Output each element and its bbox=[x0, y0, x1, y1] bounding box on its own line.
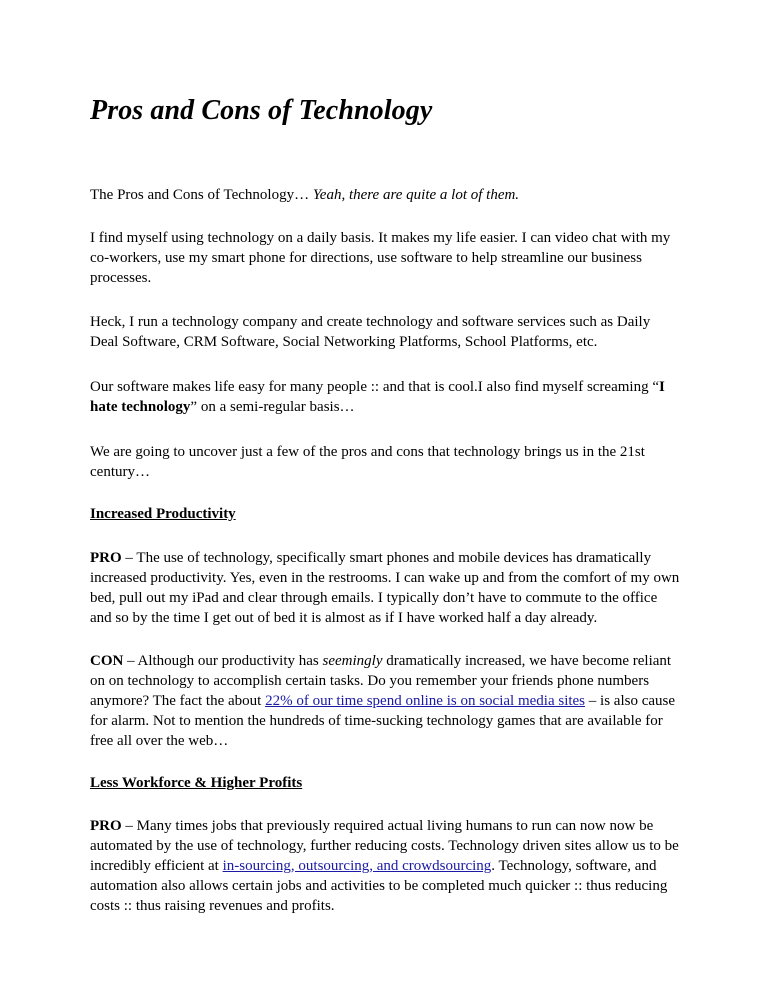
software-text: Our software makes life easy for many people :: and that is cool.I also find myself screaming “ bbox=[90, 378, 659, 395]
heading-increased-productivity: Increased Productivity bbox=[90, 505, 236, 522]
intro-italic: Yeah, there are quite a lot of them. bbox=[312, 186, 520, 203]
productivity-con-text-a: – Although our productivity has bbox=[123, 652, 323, 669]
pro-label-2: PRO bbox=[90, 817, 122, 834]
paragraph-productivity-pro bbox=[90, 548, 680, 628]
intro-paragraph bbox=[90, 185, 680, 205]
paragraph-productivity-con bbox=[90, 651, 680, 751]
workforce-pro-text-b: . Technology, software, and automation also allows certain jobs and activities to be completed much quicker :: thus reducing costs :: thus raising revenues and profits. bbox=[90, 857, 668, 914]
paragraph-workforce-pro bbox=[90, 816, 680, 916]
productivity-con-text-c: – is also cause for alarm. Not to mention the hundreds of time-sucking technology games that are available for free all over the web… bbox=[90, 692, 676, 749]
software-bold-quote: I hate technology bbox=[90, 378, 665, 415]
paragraph-software bbox=[90, 377, 680, 417]
social-media-link[interactable]: 22% of our time spend online is on social media sites bbox=[265, 692, 586, 709]
con-label: CON bbox=[90, 652, 124, 669]
document-title: Pros and Cons of Technology bbox=[90, 95, 433, 126]
document-page bbox=[90, 94, 680, 916]
pro-label: PRO bbox=[90, 549, 122, 566]
paragraph-company: Heck, I run a technology company and create technology and software services such as Daily Deal Software, CRM Software, Social Networking Platforms, School Platforms, etc. bbox=[90, 313, 651, 350]
workforce-pro-text-a: – Many times jobs that previously required actual living humans to run can now now be automated by the use of technology, further reducing costs. Technology driven sites allow us to be incredibly efficient at bbox=[90, 817, 679, 874]
paragraph-uncover: We are going to uncover just a few of the pros and cons that technology brings us in the 21st century… bbox=[90, 443, 645, 480]
software-tail: ” on a semi-regular basis… bbox=[190, 398, 355, 415]
productivity-con-text-b: dramatically increased, we have become reliant on on technology to accomplish certain tasks. Do you remember your friends phone numbers anymore? The fact the about bbox=[90, 652, 672, 709]
heading-less-workforce: Less Workforce & Higher Profits bbox=[90, 774, 303, 791]
intro-lead: The Pros and Cons of Technology… bbox=[90, 186, 313, 203]
productivity-pro-text: – The use of technology, specifically smart phones and mobile devices has dramatically increased productivity. Yes, even in the restrooms. I can wake up and from the comfort of my own bed, pull out my iPad and clear through emails. I typically don’t have to commute to the office and so by the time I get out of bed it is almost as if I have worked half a day already. bbox=[90, 549, 680, 626]
productivity-con-italic: seemingly bbox=[322, 652, 383, 669]
sourcing-link[interactable]: in-sourcing, outsourcing, and crowdsourcing bbox=[222, 857, 492, 874]
paragraph-daily-use: I find myself using technology on a daily basis. It makes my life easier. I can video chat with my co-workers, use my smart phone for directions, use software to help streamline our business processes. bbox=[90, 229, 671, 286]
